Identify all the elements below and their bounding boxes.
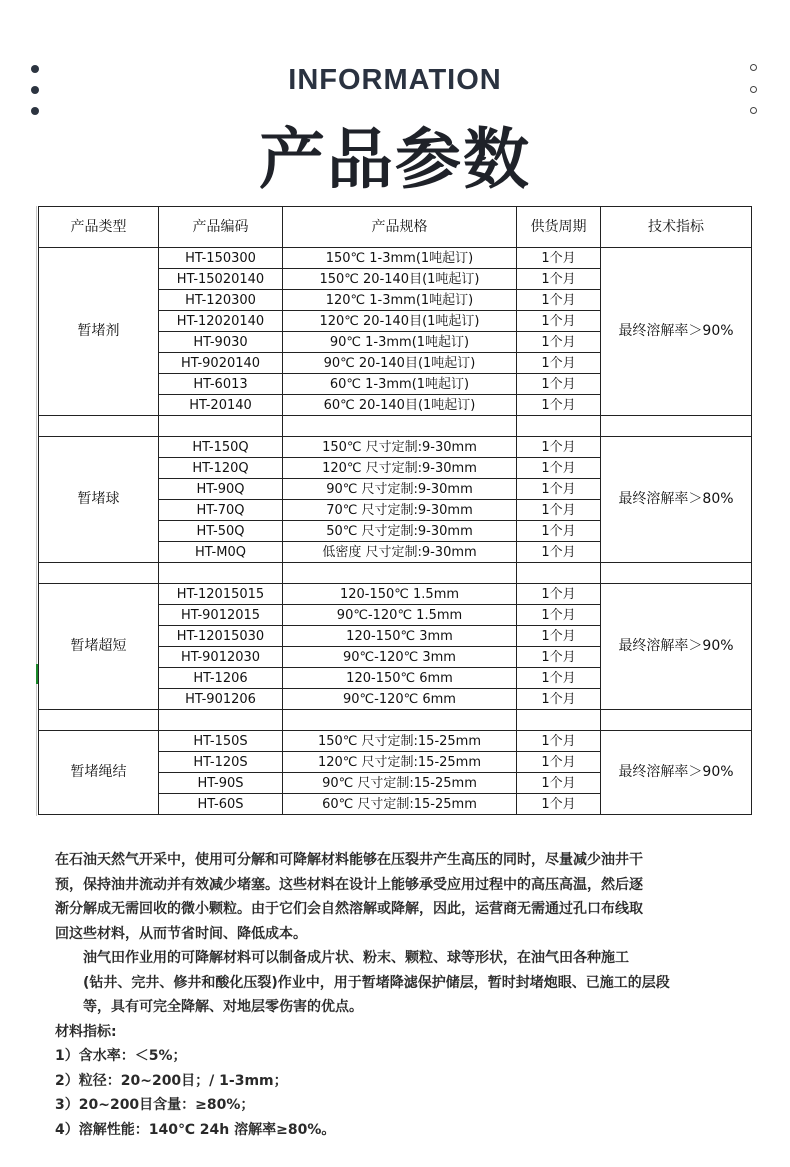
cell-code: HT-12015015 <box>159 584 283 605</box>
cell-spec: 60℃ 1-3mm(1吨起订) <box>283 374 517 395</box>
spacer-cell <box>517 710 601 731</box>
table-left-rule <box>36 206 37 816</box>
cell-indicator: 最终溶解率＞90% <box>601 731 752 815</box>
cell-code: HT-70Q <box>159 500 283 521</box>
cell-spec: 70℃ 尺寸定制:9-30mm <box>283 500 517 521</box>
cell-spec: 90℃-120℃ 6mm <box>283 689 517 710</box>
cell-spec: 120℃ 尺寸定制:15-25mm <box>283 752 517 773</box>
cell-cycle: 1个月 <box>517 521 601 542</box>
text-line: 在石油天然气开采中，使用可分解和可降解材料能够在压裂井产生高压的同时，尽量减少油井干 <box>55 852 643 868</box>
table-spacer-row <box>39 563 752 584</box>
text-line: 回这些材料，从而节省时间、降低成本。 <box>55 925 307 942</box>
cell-cycle: 1个月 <box>517 353 601 374</box>
cell-code: HT-6013 <box>159 374 283 395</box>
description-paragraph-1 <box>55 848 745 946</box>
table-row <box>39 584 752 605</box>
header-cycle: 供货周期 <box>517 207 601 248</box>
cell-cycle: 1个月 <box>517 500 601 521</box>
cell-spec: 120-150℃ 1.5mm <box>283 584 517 605</box>
cell-code: HT-9012030 <box>159 647 283 668</box>
cell-code: HT-150S <box>159 731 283 752</box>
indicators-list <box>55 1044 745 1142</box>
cell-code: HT-9020140 <box>159 353 283 374</box>
cell-code: HT-60S <box>159 794 283 815</box>
cell-code: HT-15020140 <box>159 269 283 290</box>
cell-code: HT-150Q <box>159 437 283 458</box>
cell-spec: 90℃ 尺寸定制:9-30mm <box>283 479 517 500</box>
cell-cycle: 1个月 <box>517 794 601 815</box>
cell-cycle: 1个月 <box>517 752 601 773</box>
table-body <box>39 248 752 815</box>
cell-code: HT-50Q <box>159 521 283 542</box>
cell-indicator: 最终溶解率＞90% <box>601 248 752 416</box>
cell-cycle: 1个月 <box>517 458 601 479</box>
cell-code: HT-120300 <box>159 290 283 311</box>
cell-cycle: 1个月 <box>517 605 601 626</box>
indicator-item: 3）20~200目含量：≥80%； <box>55 1097 255 1113</box>
cell-code: HT-12020140 <box>159 311 283 332</box>
description <box>55 848 745 1142</box>
cell-cycle: 1个月 <box>517 689 601 710</box>
table-row <box>39 437 752 458</box>
cell-spec: 120℃ 1-3mm(1吨起订) <box>283 290 517 311</box>
cell-cycle: 1个月 <box>517 332 601 353</box>
indicators-title: 材料指标: <box>55 1023 117 1040</box>
spacer-cell <box>283 710 517 731</box>
cell-code: HT-M0Q <box>159 542 283 563</box>
table-spacer-row <box>39 416 752 437</box>
table-spacer-row <box>39 710 752 731</box>
cell-indicator: 最终溶解率＞80% <box>601 437 752 563</box>
cell-cycle: 1个月 <box>517 479 601 500</box>
cell-spec: 50℃ 尺寸定制:9-30mm <box>283 521 517 542</box>
cell-cycle: 1个月 <box>517 731 601 752</box>
cell-spec: 低密度 尺寸定制:9-30mm <box>283 542 517 563</box>
text-line: 等，具有可完全降解、对地层零伤害的优点。 <box>83 999 363 1015</box>
indicator-item: 4）溶解性能：140℃ 24h 溶解率≥80%。 <box>55 1121 336 1138</box>
spacer-cell <box>517 416 601 437</box>
cell-code: HT-9012015 <box>159 605 283 626</box>
cell-cycle: 1个月 <box>517 542 601 563</box>
spacer-cell <box>283 563 517 584</box>
spacer-cell <box>283 416 517 437</box>
spacer-cell <box>159 710 283 731</box>
indicator-item: 1）含水率：＜5%； <box>55 1048 187 1064</box>
spacer-cell <box>39 563 159 584</box>
cell-indicator: 最终溶解率＞90% <box>601 584 752 710</box>
cell-spec: 120-150℃ 6mm <box>283 668 517 689</box>
cell-cycle: 1个月 <box>517 311 601 332</box>
cell-code: HT-90S <box>159 773 283 794</box>
cell-code: HT-12015030 <box>159 626 283 647</box>
cell-spec: 150℃ 尺寸定制:15-25mm <box>283 731 517 752</box>
text-line: (钻井、完井、修井和酸化压裂)作业中，用于暂堵降滤保护储层，暂时封堵炮眼、已施工的层段 <box>83 974 670 991</box>
cell-code: HT-150300 <box>159 248 283 269</box>
cell-cursor-mark <box>36 664 38 684</box>
indicator-item: 2）粒径：20~200目；/ 1-3mm； <box>55 1072 288 1089</box>
page-title: 产品参数 <box>259 121 531 198</box>
cell-spec: 90℃-120℃ 1.5mm <box>283 605 517 626</box>
spacer-cell <box>159 416 283 437</box>
product-spec-table <box>38 206 752 815</box>
cell-spec: 90℃ 1-3mm(1吨起订) <box>283 332 517 353</box>
cell-spec: 150℃ 20-140目(1吨起订) <box>283 269 517 290</box>
text-line: 渐分解成无需回收的微小颗粒。由于它们会自然溶解或降解，因此，运营商无需通过孔口布线取 <box>55 901 643 917</box>
spacer-cell <box>601 710 752 731</box>
header-spec: 产品规格 <box>283 207 517 248</box>
spacer-cell <box>601 416 752 437</box>
cell-cycle: 1个月 <box>517 437 601 458</box>
cell-category: 暂堵绳结 <box>39 731 159 815</box>
spacer-cell <box>159 563 283 584</box>
cell-spec: 90℃ 尺寸定制:15-25mm <box>283 773 517 794</box>
cell-code: HT-120Q <box>159 458 283 479</box>
spacer-cell <box>517 563 601 584</box>
cell-spec: 90℃ 20-140目(1吨起订) <box>283 353 517 374</box>
cell-cycle: 1个月 <box>517 773 601 794</box>
cell-code: HT-9030 <box>159 332 283 353</box>
cell-spec: 120℃ 20-140目(1吨起订) <box>283 311 517 332</box>
table-row <box>39 731 752 752</box>
cell-category: 暂堵剂 <box>39 248 159 416</box>
cell-spec: 120℃ 尺寸定制:9-30mm <box>283 458 517 479</box>
cell-cycle: 1个月 <box>517 395 601 416</box>
spacer-cell <box>601 563 752 584</box>
header-code: 产品编码 <box>159 207 283 248</box>
text-line: 油气田作业用的可降解材料可以制备成片状、粉末、颗粒、球等形状，在油气田各种施工 <box>83 950 629 966</box>
cell-code: HT-20140 <box>159 395 283 416</box>
cell-cycle: 1个月 <box>517 668 601 689</box>
cell-code: HT-120S <box>159 752 283 773</box>
description-paragraph-2 <box>55 946 745 1020</box>
header-category: 产品类型 <box>39 207 159 248</box>
spacer-cell <box>39 710 159 731</box>
cell-code: HT-1206 <box>159 668 283 689</box>
table-header-row <box>39 207 752 248</box>
header-indicator: 技术指标 <box>601 207 752 248</box>
cell-cycle: 1个月 <box>517 248 601 269</box>
cell-cycle: 1个月 <box>517 584 601 605</box>
cell-spec: 90℃-120℃ 3mm <box>283 647 517 668</box>
cell-spec: 150℃ 1-3mm(1吨起订) <box>283 248 517 269</box>
cell-spec: 150℃ 尺寸定制:9-30mm <box>283 437 517 458</box>
cell-category: 暂堵超短 <box>39 584 159 710</box>
cell-cycle: 1个月 <box>517 290 601 311</box>
cell-code: HT-901206 <box>159 689 283 710</box>
cell-spec: 120-150℃ 3mm <box>283 626 517 647</box>
cell-cycle: 1个月 <box>517 626 601 647</box>
cell-spec: 60℃ 20-140目(1吨起订) <box>283 395 517 416</box>
en-title: INFORMATION <box>288 64 502 96</box>
text-line: 预，保持油井流动并有效减少堵塞。这些材料在设计上能够承受应用过程中的高压高温，然后逐 <box>55 876 643 893</box>
cell-cycle: 1个月 <box>517 269 601 290</box>
spacer-cell <box>39 416 159 437</box>
cell-code: HT-90Q <box>159 479 283 500</box>
cell-cycle: 1个月 <box>517 647 601 668</box>
cell-cycle: 1个月 <box>517 374 601 395</box>
table-row <box>39 248 752 269</box>
cell-spec: 60℃ 尺寸定制:15-25mm <box>283 794 517 815</box>
cell-category: 暂堵球 <box>39 437 159 563</box>
